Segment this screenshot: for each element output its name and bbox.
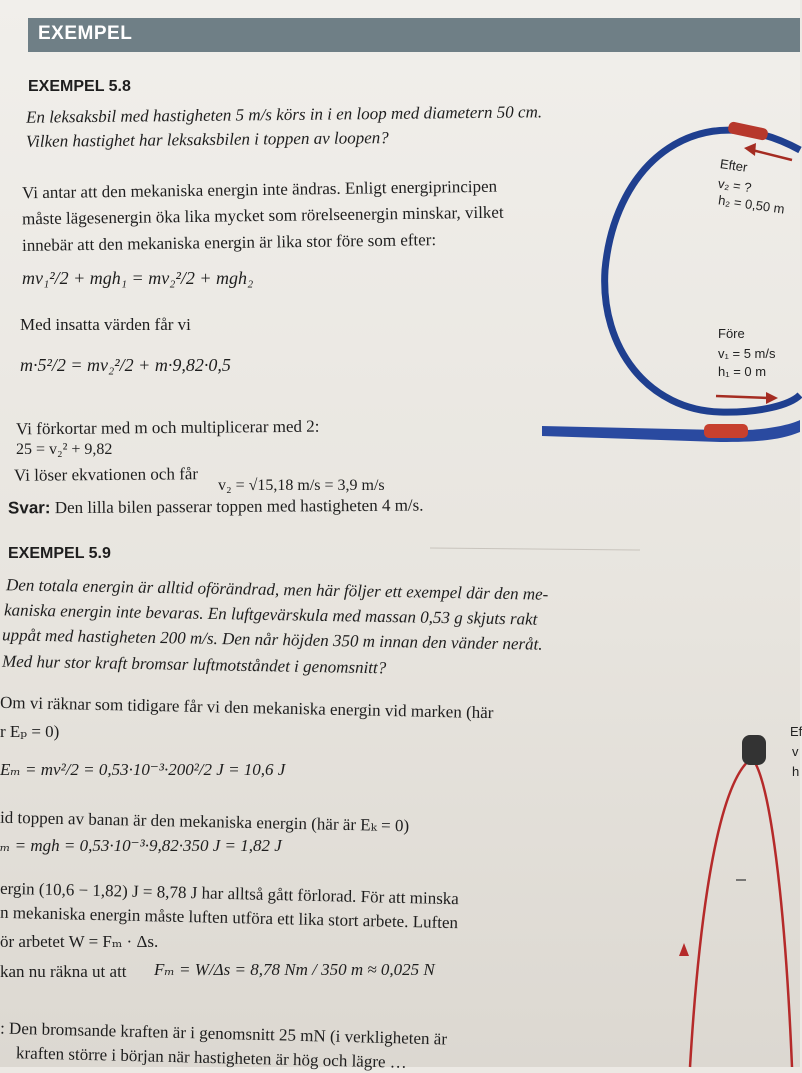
ex59-answer-line-2: kraften större i början när hastigheten är hög och lägre … <box>15 1043 408 1072</box>
ex58-paragraph-line-3: innebär att den mekaniska energin är lika stor före som efter: <box>21 230 437 255</box>
velocity-arrow-bottom <box>716 396 770 398</box>
ex58-paragraph-line-1: Vi antar att den mekaniska energin inte ändras. Enligt energiprincipen <box>21 176 498 203</box>
example-5-9-heading: EXEMPEL 5.9 <box>8 545 111 562</box>
example-5-8-heading: EXEMPEL 5.8 <box>28 78 131 95</box>
ex59-equation-top: ₘ = mgh = 0,53·10⁻³·9,82·350 J = 1,82 J <box>0 836 282 855</box>
ex59-paragraph-line-3: id toppen av banan är den mekaniska energin (här är Eₖ = 0) <box>0 807 410 836</box>
ex58-solve-text: Vi löser ekvationen och får <box>13 464 199 485</box>
projectile-path <box>690 758 792 1067</box>
ex59-equation-force: Fₘ = W/Δs = 8,78 Nm / 350 m ≈ 0,025 N <box>154 960 435 979</box>
bullet-icon <box>742 735 766 765</box>
ex58-insert-text: Med insatta värden får vi <box>20 315 191 334</box>
fig-after-velocity: v₂ = ? <box>717 175 753 196</box>
ex59-paragraph-line-5: n mekaniska energin måste luften utföra ett lika stort arbete. Luften <box>0 902 459 933</box>
toy-car-top <box>727 121 769 141</box>
ex59-paragraph-line-7: kan nu räkna ut att <box>0 962 127 981</box>
ex58-solve-equation: v₂ = √15,18 m/s = 3,9 m/s <box>218 477 385 494</box>
fig-edge-label-3: h <box>792 764 800 779</box>
ex59-answer-line-1: : Den bromsande kraften är i genomsnitt 25 mN (i verkligheten är <box>0 1018 448 1049</box>
ex59-equation-ground: Eₘ = mv²/2 = 0,53·10⁻³·200²/2 J = 10,6 J <box>0 760 286 779</box>
arrow-head-bottom <box>766 392 778 404</box>
ex59-question-line-3: uppåt med hastigheten 200 m/s. Den når höjden 350 m innan den vänder neråt. <box>1 625 543 654</box>
ex59-question-line-2: kaniska energin inte bevaras. En luftgevärskula med massan 0,53 g skjuts rakt <box>3 600 538 629</box>
fig-before-title: Före <box>718 326 745 341</box>
page-fold-line <box>430 548 640 550</box>
ex58-equation-energy: mv₁²/2 + mgh₁ = mv₂²/2 + mgh₂ <box>22 268 254 288</box>
track-ramp <box>542 420 800 442</box>
fig-edge-label-2: v <box>792 744 799 759</box>
answer-text: Den lilla bilen passerar toppen med hastigheten 4 m/s. <box>54 495 424 518</box>
ex59-paragraph-line-6: ör arbetet W = Fₘ · Δs. <box>0 932 159 951</box>
arrow-head-top <box>744 143 756 156</box>
answer-label: Svar: <box>7 498 51 518</box>
banner-title: EXEMPEL <box>38 23 133 44</box>
ex59-paragraph-line-1: Om vi räknar som tidigare får vi den mekaniska energin vid marken (här <box>0 692 494 723</box>
fig-before-height: h₁ = 0 m <box>718 364 767 379</box>
velocity-arrow-top <box>752 150 792 160</box>
toy-car-bottom <box>704 424 748 438</box>
ex59-question-line-1: Den totala energin är alltid oförändrad, men här följer ett exempel där den me- <box>5 575 549 604</box>
ex58-equation-reduced: 25 = v₂² + 9,82 <box>16 441 113 458</box>
ex59-question-line-4: Med hur stor kraft bromsar luftmotståndet i genomsnitt? <box>1 651 387 678</box>
ex58-question-line-1: En leksaksbil med hastigheten 5 m/s körs in i en loop med diametern 50 cm. <box>25 102 543 127</box>
ex59-paragraph-line-4: ergin (10,6 − 1,82) J = 8,78 J har alltså gått förlorad. För att minska <box>0 878 460 909</box>
loop-track <box>605 130 800 412</box>
ex58-reduce-text: Vi förkortar med m och multiplicerar med 2: <box>15 416 320 439</box>
ex58-question-line-2: Vilken hastighet har leksaksbilen i toppen av loopen? <box>25 128 389 151</box>
fig-after-height: h₂ = 0,50 m <box>717 192 786 217</box>
path-arrow-head <box>679 943 689 956</box>
fig-after-title: Efter <box>719 156 749 175</box>
fig-edge-label-1: Ef <box>790 724 802 739</box>
ex58-equation-values: m·5²/2 = mv₂²/2 + m·9,82·0,5 <box>20 355 231 375</box>
ex59-paragraph-line-2: r Eₚ = 0) <box>0 722 60 741</box>
fig-before-velocity: v₁ = 5 m/s <box>718 346 776 361</box>
ex58-paragraph-line-2: måste lägesenergin öka lika mycket som rörelseenergin minskar, vilket <box>21 202 504 229</box>
